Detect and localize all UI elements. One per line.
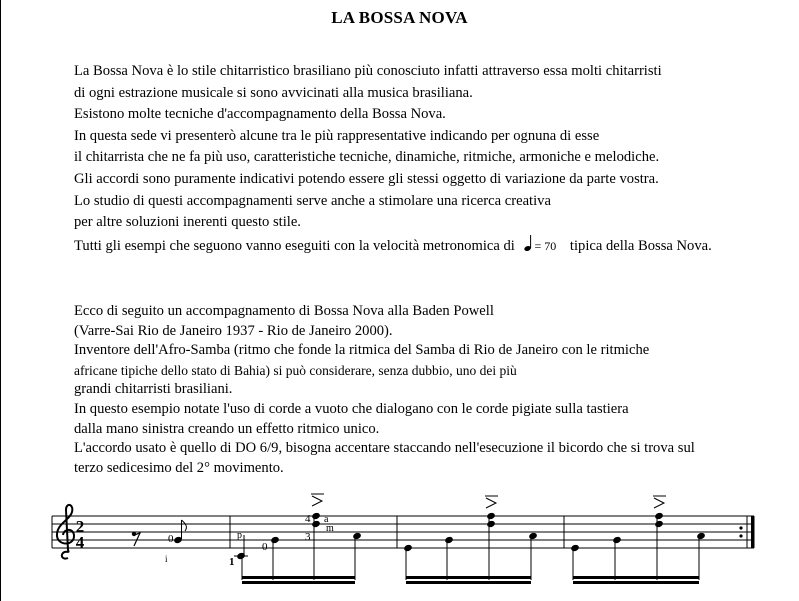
baden-line: africane tipiche dello stato di Bahia) si può considerare, senza dubbio, uno dei più <box>74 362 517 378</box>
baden-line: dalla mano sinistra creando un effetto ritmico unico. <box>74 420 380 437</box>
baden-line: Ecco di seguito un accompagnamento di Bossa Nova alla Baden Powell <box>74 303 494 319</box>
intro-line: Gli accordi sono puramente indicativi potendo essere gli stessi oggetto di variazione da parte vostra. <box>74 170 659 187</box>
intro-line: per altre soluzioni inerenti questo stile. <box>74 214 301 231</box>
eighth-rest-icon <box>132 532 140 546</box>
baden-line: grandi chitarristi brasiliani. <box>74 381 233 398</box>
finger-a-label: a <box>324 514 329 525</box>
accent-icon <box>485 496 498 508</box>
intro-line: La Bossa Nova è lo stile chitarristico brasiliano più conosciuto infatti attraverso essa molti chitarristi <box>74 63 662 79</box>
page-title: LA BOSSA NOVA <box>331 8 468 27</box>
music-staff <box>0 490 799 601</box>
bass-string-number: 1 <box>229 556 235 568</box>
baden-paragraph <box>74 302 695 478</box>
tempo-text-before: Tutti gli esempi che seguono vanno eseguiti con la velocità metronomica di <box>74 237 515 254</box>
grace-fret-number: 0 <box>168 533 174 545</box>
intro-line: di ogni estrazione musicale si sono avvicinati alla musica brasiliana. <box>74 84 473 101</box>
finger-m-label: m <box>326 523 334 534</box>
baden-line: (Varre-Sai Rio de Janeiro 1937 - Rio de Janeiro 2000). <box>74 322 393 339</box>
staff-lines <box>52 516 754 548</box>
time-signature-numerator: 2 <box>75 517 85 536</box>
intro-line: il chitarrista che ne fa più uso, caratteristiche tecniche, dinamiche, ritmiche, armoniche e melodiche. <box>74 149 660 166</box>
quarter-note-icon <box>524 234 532 260</box>
time-signature-denominator: 4 <box>75 533 85 552</box>
pluck-finger-label: p <box>237 530 242 541</box>
accent-icon <box>653 496 666 508</box>
chord-fret-top: 4 <box>305 513 311 525</box>
open-string-fret: 0 <box>262 541 268 553</box>
tempo-text-after: tipica della Bossa Nova. <box>569 237 712 254</box>
grace-finger-label: i <box>165 554 168 564</box>
intro-paragraph <box>74 61 712 255</box>
intro-line: In questa sede vi presenterò alcune tra le più rappresentative indicando per ognuna di esse <box>74 127 600 144</box>
chord-fret-bottom: 3 <box>305 531 311 543</box>
intro-line: Lo studio di questi accompagnamenti serve anche a stimolare una ricerca creativa <box>74 192 551 209</box>
intro-line: Esistono molte tecniche d'accompagnamento della Bossa Nova. <box>74 106 446 123</box>
accent-icon <box>311 494 324 506</box>
baden-line: L'accordo usato è quello di DO 6/9, bisogna accentare staccando nell'esecuzione il bicordo che si trova sul <box>74 440 695 457</box>
baden-line: terzo sedicesimo del 2° movimento. <box>74 459 284 476</box>
baden-line: In questo esempio notate l'uso di corde a vuoto che dialogano con le corde pigiate sulla tastiera <box>74 400 629 417</box>
baden-line: Inventore dell'Afro-Samba (ritmo che fonde la ritmica del Samba di Rio de Janeiro con le ritmiche <box>74 342 650 359</box>
tempo-line <box>74 234 712 256</box>
tempo-value: = 70 <box>534 238 557 253</box>
